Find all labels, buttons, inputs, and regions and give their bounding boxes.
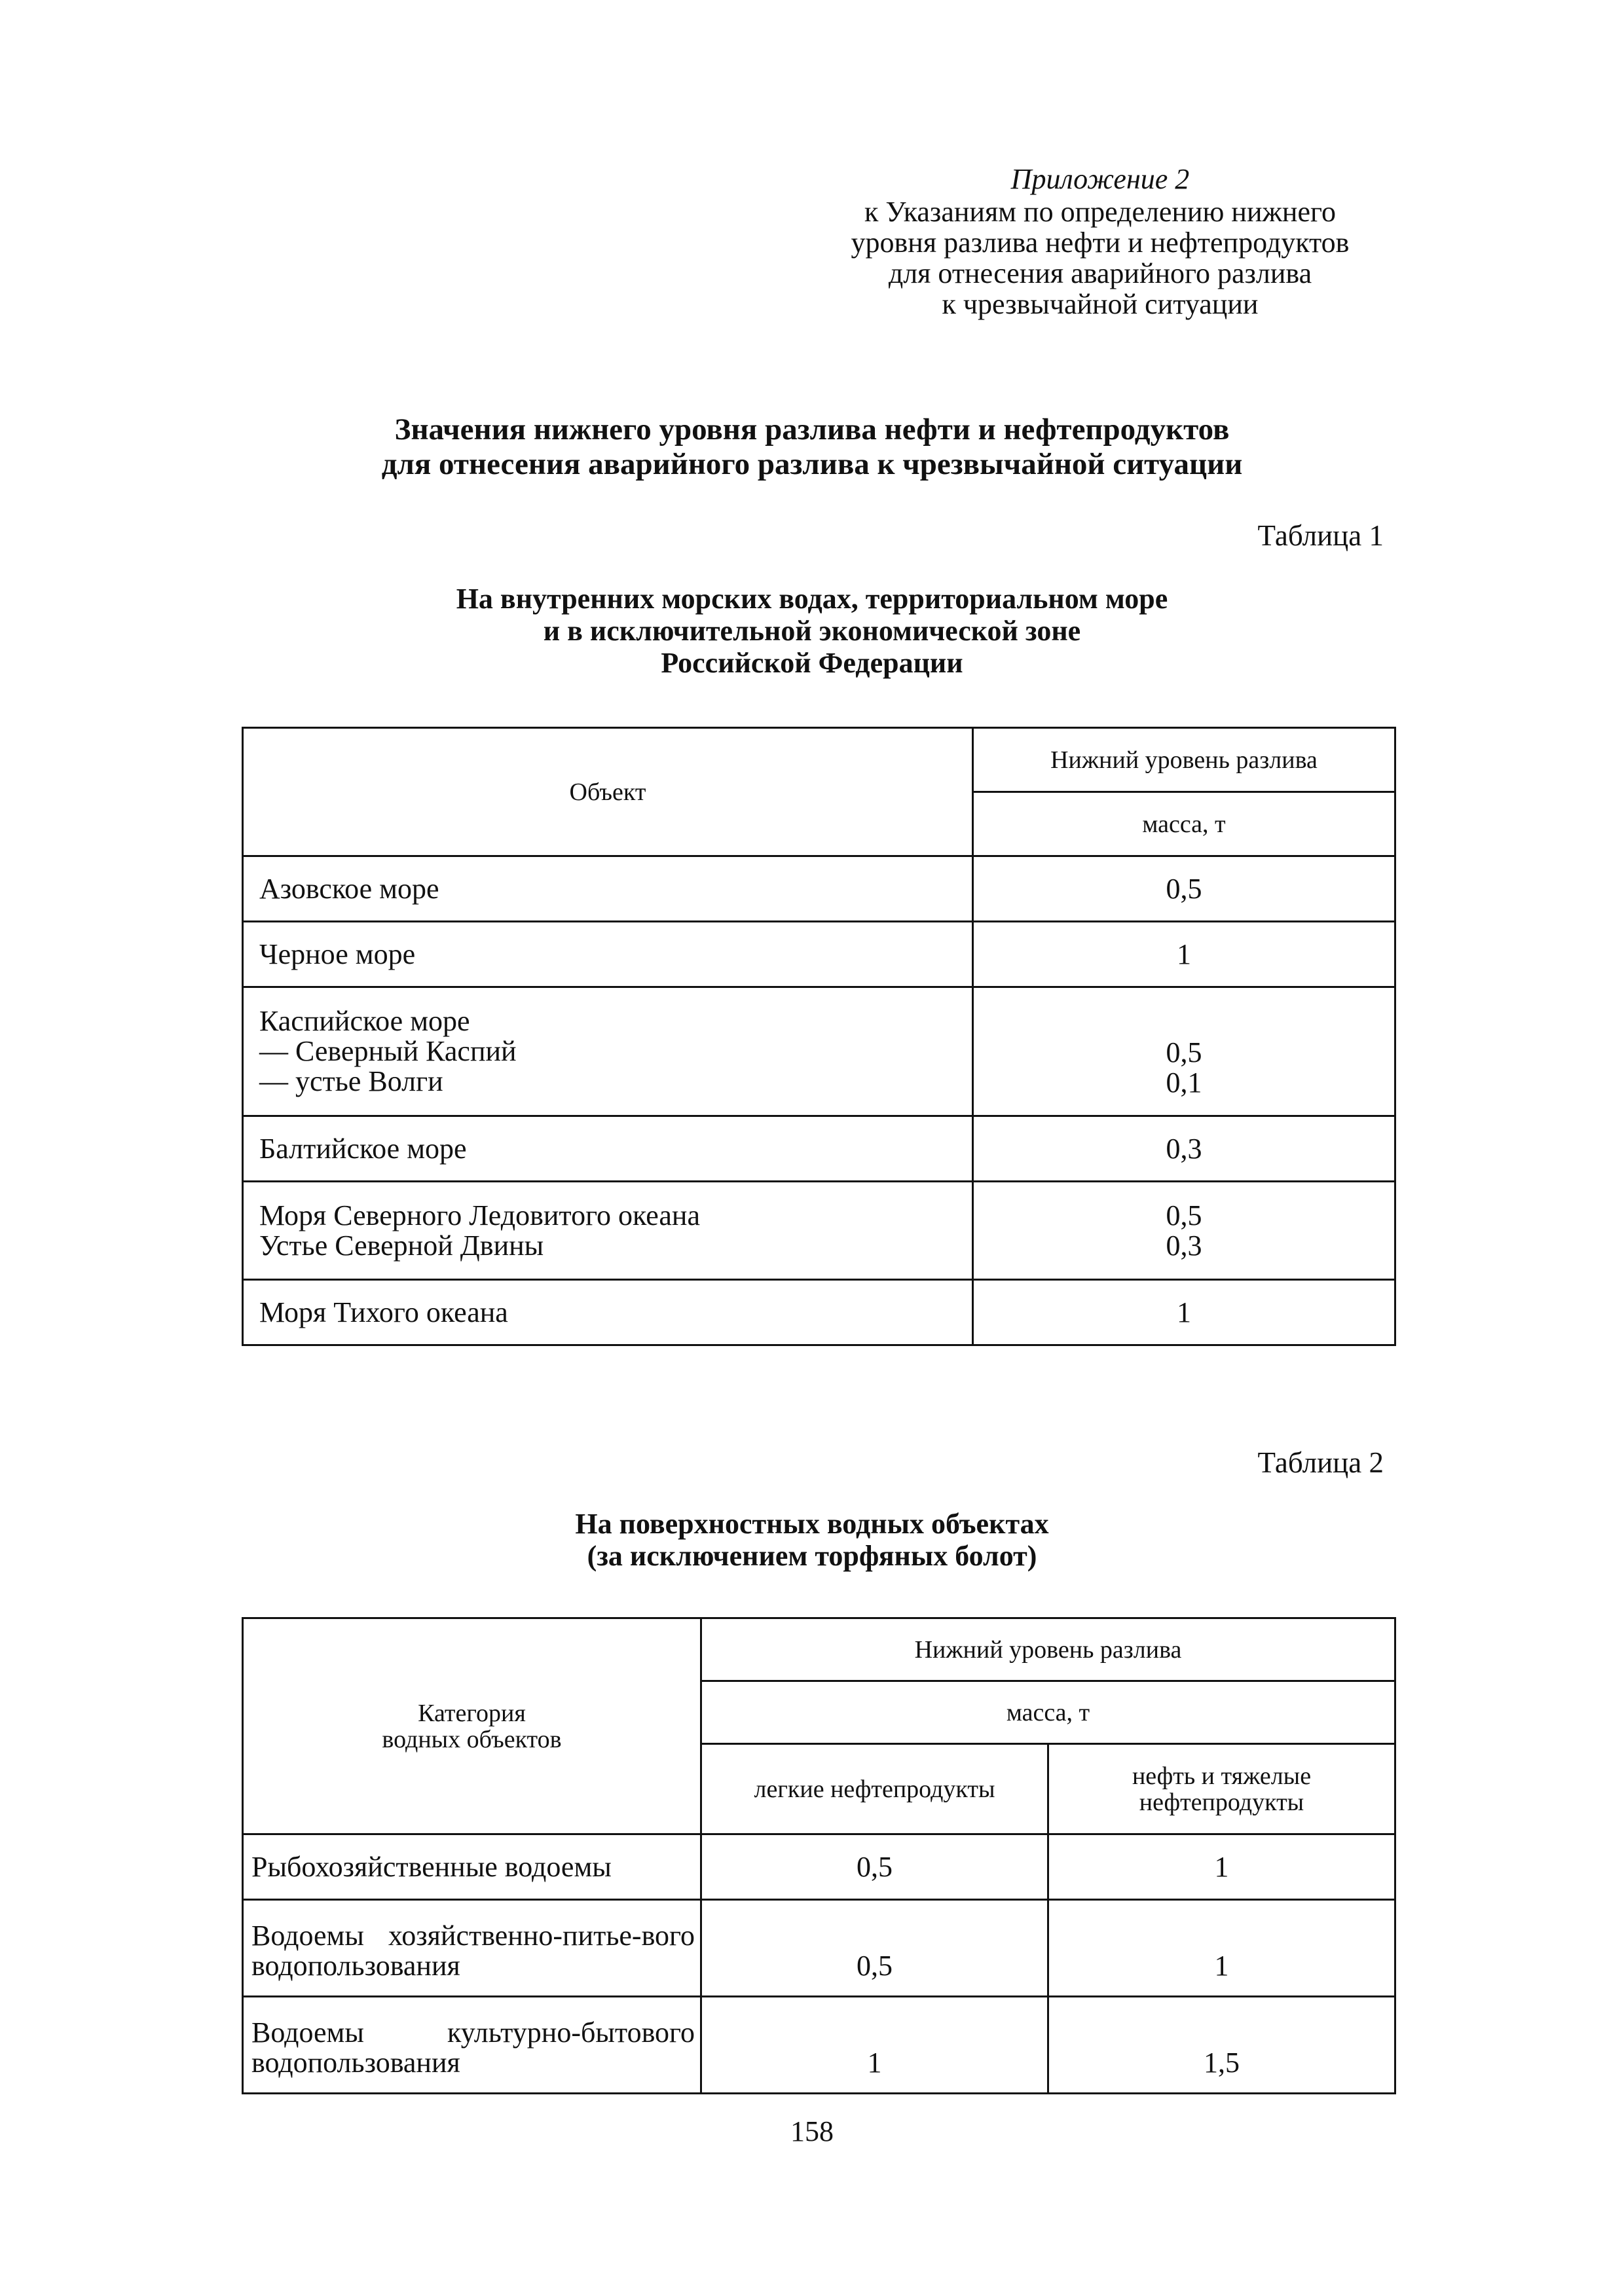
table2-heavy-cell: 1,5 bbox=[1048, 1997, 1395, 2094]
annex-line: к чрезвычайной ситуации bbox=[942, 288, 1259, 320]
table1-object-line: — Северный Каспий bbox=[259, 1035, 517, 1067]
table-row bbox=[243, 1280, 1395, 1345]
table1-value-line: 0,5 bbox=[1166, 1199, 1202, 1231]
table1 bbox=[242, 727, 1396, 1346]
annex-heading bbox=[773, 164, 1428, 319]
table2 bbox=[242, 1617, 1396, 2094]
table-row bbox=[243, 987, 1395, 1116]
table2-label: Таблица 2 bbox=[1257, 1446, 1384, 1479]
table1-value-cell bbox=[973, 987, 1395, 1116]
table-row bbox=[243, 1834, 1395, 1900]
table2-light-cell: 1 bbox=[701, 1997, 1048, 2094]
table1-object-cell bbox=[243, 987, 973, 1116]
table-row bbox=[243, 1116, 1395, 1182]
table1-object-line: Устье Северной Двины bbox=[259, 1229, 544, 1262]
table1-value-line: 0,5 bbox=[1166, 1036, 1202, 1068]
table1-value-cell: 1 bbox=[973, 922, 1395, 987]
document-title bbox=[196, 412, 1428, 482]
table1-object-cell bbox=[243, 1182, 973, 1280]
table1-subtitle-line: Российской Федерации bbox=[661, 647, 963, 679]
annex-line: уровня разлива нефти и нефтепродуктов bbox=[851, 227, 1350, 259]
annex-line: к Указаниям по определению нижнего bbox=[864, 196, 1336, 228]
table2-heavy-cell: 1 bbox=[1048, 1900, 1395, 1997]
table1-header-unit: масса, т bbox=[973, 792, 1395, 856]
table-row bbox=[243, 1997, 1395, 2094]
table1-object-cell: Моря Тихого океана bbox=[243, 1280, 973, 1345]
table1-header-level: Нижний уровень разлива bbox=[973, 728, 1395, 792]
table1-value-cell: 1 bbox=[973, 1280, 1395, 1345]
table1-subtitle-line: и в исключительной экономической зоне bbox=[543, 615, 1081, 647]
document-title-line: для отнесения аварийного разлива к чрезвычайной ситуации bbox=[381, 447, 1243, 481]
table1-value-line: 0,3 bbox=[1166, 1229, 1202, 1262]
table1-subtitle-line: На внутренних морских водах, территориальном море bbox=[456, 583, 1168, 615]
table2-subtitle bbox=[196, 1508, 1428, 1572]
table2-subtitle-line: (за исключением торфяных болот) bbox=[587, 1540, 1037, 1572]
table2-light-cell: 0,5 bbox=[701, 1834, 1048, 1900]
table1-object-cell: Балтийское море bbox=[243, 1116, 973, 1182]
table2-heavy-cell: 1 bbox=[1048, 1834, 1395, 1900]
table2-header-unit: масса, т bbox=[701, 1681, 1395, 1744]
table2-header-heavy bbox=[1048, 1744, 1395, 1834]
page-number: 158 bbox=[790, 2115, 834, 2147]
table1-object-line: Моря Северного Ледовитого океана bbox=[259, 1199, 700, 1231]
table2-header-category bbox=[243, 1618, 701, 1834]
table2-header-category-line: водных объектов bbox=[382, 1725, 562, 1753]
table1-object-line: — устье Волги bbox=[259, 1065, 443, 1097]
table2-header-level: Нижний уровень разлива bbox=[701, 1618, 1395, 1681]
table2-category-cell: Водоемы культурно-бытового водопользования bbox=[243, 1997, 701, 2094]
table-row bbox=[243, 1182, 1395, 1280]
annex-title: Приложение 2 bbox=[1010, 163, 1190, 195]
table1-value-line: 0,1 bbox=[1166, 1066, 1202, 1099]
table1-object-cell: Черное море bbox=[243, 922, 973, 987]
table-row bbox=[243, 1900, 1395, 1997]
table2-header-heavy-line: нефть и тяжелые bbox=[1132, 1762, 1312, 1790]
table1-value-cell: 0,5 bbox=[973, 856, 1395, 922]
table1-header-object: Объект bbox=[243, 728, 973, 856]
table1-value-cell: 0,3 bbox=[973, 1116, 1395, 1182]
table2-category-cell: Рыбохозяйственные водоемы bbox=[243, 1834, 701, 1900]
table2-header-heavy-line: нефтепродукты bbox=[1139, 1788, 1304, 1816]
table1-value-cell bbox=[973, 1182, 1395, 1280]
table2-header-category-line: Категория bbox=[418, 1699, 526, 1727]
table1-object-line: Каспийское море bbox=[259, 1005, 470, 1037]
table-row bbox=[243, 856, 1395, 922]
annex-line: для отнесения аварийного разлива bbox=[888, 257, 1312, 289]
table2-subtitle-line: На поверхностных водных объектах bbox=[575, 1508, 1049, 1540]
table1-subtitle bbox=[196, 583, 1428, 679]
table-row bbox=[243, 922, 1395, 987]
document-title-line: Значения нижнего уровня разлива нефти и нефтепродуктов bbox=[394, 412, 1230, 446]
table1-object-cell: Азовское море bbox=[243, 856, 973, 922]
table2-header-light: легкие нефтепродукты bbox=[701, 1744, 1048, 1834]
table2-category-cell: Водоемы хозяйственно-питье-вого водопользования bbox=[243, 1900, 701, 1997]
table1-label: Таблица 1 bbox=[1257, 519, 1384, 552]
table2-light-cell: 0,5 bbox=[701, 1900, 1048, 1997]
